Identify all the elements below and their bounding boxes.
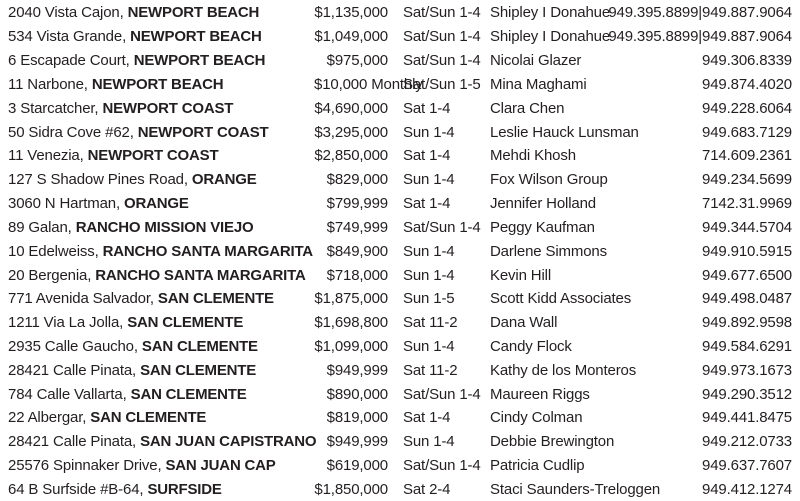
listing-street: 2040 Vista Cajon, xyxy=(8,4,124,22)
listing-street: 534 Vista Grande, xyxy=(8,28,127,46)
listing-city: SURFSIDE xyxy=(147,480,222,498)
listing-agent: Clara Chen xyxy=(490,99,565,117)
listing-agent: Peggy Kaufman xyxy=(490,218,595,236)
listing-address xyxy=(8,481,314,498)
listing-open-house-time: Sun 1-4 xyxy=(403,242,455,260)
listing-phone: 949.234.5699 xyxy=(702,171,792,189)
listing-row xyxy=(8,358,792,382)
listing-address xyxy=(8,219,314,236)
listing-open-house-time: Sun 1-4 xyxy=(403,266,455,284)
listing-address xyxy=(8,409,314,426)
listing-city: NEWPORT BEACH xyxy=(127,4,260,22)
listing-city: NEWPORT COAST xyxy=(87,147,219,165)
listing-city: ORANGE xyxy=(191,171,257,189)
listing-row xyxy=(8,430,792,454)
listing-phone: 949.498.0487 xyxy=(702,290,792,308)
listing-city: SAN CLEMENTE xyxy=(90,409,207,427)
listing-price: $718,000 xyxy=(326,266,388,284)
listing-city: RANCHO SANTA MARGARITA xyxy=(102,242,313,260)
listing-phone: 949.973.1673 xyxy=(702,361,792,379)
listing-agent: Mehdi Khosh xyxy=(490,147,576,165)
listing-street: 3 Starcatcher, xyxy=(8,99,99,117)
listing-open-house-time: Sat/Sun 1-4 xyxy=(403,52,481,70)
listing-price: $1,049,000 xyxy=(314,28,388,46)
listing-agent: Jennifer Holland xyxy=(490,195,596,213)
listing-price: $849,900 xyxy=(326,242,388,260)
listing-address xyxy=(8,195,314,212)
listing-phone: 949.441.8475 xyxy=(702,409,792,427)
listing-price: $949,999 xyxy=(326,361,388,379)
listing-price: $975,000 xyxy=(326,52,388,70)
listing-phone: 949.910.5915 xyxy=(702,242,792,260)
listing-address xyxy=(8,457,314,474)
listing-city: SAN CLEMENTE xyxy=(157,290,274,308)
listing-agent: Shipley I Donahue xyxy=(490,28,611,46)
listing-phone: 949.677.6500 xyxy=(702,266,792,284)
listing-price: $1,135,000 xyxy=(314,4,388,22)
listing-row xyxy=(8,49,792,73)
listing-street: 22 Albergar, xyxy=(8,409,87,427)
listing-address xyxy=(8,124,314,141)
listing-open-house-time: Sat 1-4 xyxy=(403,409,451,427)
listing-agent: Cindy Colman xyxy=(490,409,583,427)
listing-agent: Scott Kidd Associates xyxy=(490,290,632,308)
listing-agent: Dana Wall xyxy=(490,314,558,332)
listing-agent: Kathy de los Monteros xyxy=(490,361,637,379)
listing-address xyxy=(8,362,314,379)
listing-open-house-time: Sat 1-4 xyxy=(403,195,451,213)
listing-address xyxy=(8,52,314,69)
listing-city: ORANGE xyxy=(124,195,189,213)
listing-city: SAN CLEMENTE xyxy=(141,338,258,355)
listing-city: RANCHO SANTA MARGARITA xyxy=(95,266,306,284)
open-house-listings xyxy=(8,1,792,501)
listing-open-house-time: Sun 1-5 xyxy=(403,290,455,308)
listing-open-house-time: Sun 1-4 xyxy=(403,123,455,141)
listing-price: $3,295,000 xyxy=(314,123,388,141)
listing-agent: Kevin Hill xyxy=(490,266,552,284)
listing-row xyxy=(8,72,792,96)
listing-agent: Shipley I Donahue xyxy=(490,4,611,22)
listing-open-house-time: Sat/Sun 1-4 xyxy=(403,385,481,403)
listing-city: RANCHO MISSION VIEJO xyxy=(75,218,254,236)
listing-agent: Candy Flock xyxy=(490,338,572,355)
listing-open-house-time: Sat 1-4 xyxy=(403,147,451,165)
listing-address xyxy=(8,433,317,451)
listing-row xyxy=(8,382,792,406)
listing-street: 64 B Surfside #B-64, xyxy=(8,480,144,498)
listing-price: $1,698,800 xyxy=(314,314,388,332)
listing-address xyxy=(8,386,314,403)
listing-phone: 949.412.1274 xyxy=(702,480,792,498)
listing-phone: 949.228.6064 xyxy=(702,99,792,117)
listing-street: 2935 Calle Gaucho, xyxy=(8,338,138,355)
listing-street: 50 Sidra Cove #62, xyxy=(8,123,134,141)
listing-street: 28421 Calle Pinata, xyxy=(8,361,137,379)
listing-phone: 714.609.2361 xyxy=(702,147,792,165)
listing-row xyxy=(8,478,792,501)
listing-address xyxy=(8,147,314,164)
listing-phone: 949.874.4020 xyxy=(702,75,792,93)
listing-address xyxy=(8,243,314,260)
listing-address xyxy=(8,76,314,93)
listing-city: SAN CLEMENTE xyxy=(140,361,257,379)
listing-address xyxy=(8,338,314,355)
listing-city: SAN JUAN CAP xyxy=(165,457,276,475)
listing-street: 784 Calle Vallarta, xyxy=(8,385,127,403)
listing-street: 11 Narbone, xyxy=(8,75,88,93)
listing-phone: 949.637.7607 xyxy=(702,457,792,475)
listing-row xyxy=(8,406,792,430)
listing-address xyxy=(8,290,314,307)
listing-price: $619,000 xyxy=(326,457,388,475)
listing-price: $1,875,000 xyxy=(314,290,388,308)
listing-open-house-time: Sat/Sun 1-4 xyxy=(403,4,481,22)
listing-street: 11 Venezia, xyxy=(8,147,84,165)
listing-row xyxy=(8,215,792,239)
listing-city: SAN CLEMENTE xyxy=(130,385,247,403)
listing-agent: Patricia Cudlip xyxy=(490,457,585,475)
listing-street: 25576 Spinnaker Drive, xyxy=(8,457,162,475)
listing-street: 89 Galan, xyxy=(8,218,72,236)
listing-price: $1,850,000 xyxy=(314,480,388,498)
listing-open-house-time: Sat 11-2 xyxy=(403,361,458,379)
listing-row xyxy=(8,96,792,120)
listing-price: $10,000 Monthly xyxy=(314,75,423,93)
listing-city: NEWPORT BEACH xyxy=(130,28,262,46)
listing-address xyxy=(8,28,314,45)
listing-street: 771 Avenida Salvador, xyxy=(8,290,154,308)
listing-price: $749,999 xyxy=(326,218,388,236)
listing-agent: Nicolai Glazer xyxy=(490,52,582,70)
listing-row xyxy=(8,1,792,25)
listing-agent: Staci Saunders-Treloggen xyxy=(490,480,661,498)
listing-agent: Leslie Hauck Lunsman xyxy=(490,123,639,141)
listing-city: NEWPORT COAST xyxy=(137,123,269,141)
listing-price: $1,099,000 xyxy=(314,338,388,355)
listing-open-house-time: Sun 1-4 xyxy=(403,433,455,451)
listing-street: 3060 N Hartman, xyxy=(8,195,120,213)
listing-address xyxy=(8,100,314,117)
listing-city: SAN JUAN CAPISTRANO xyxy=(140,433,317,451)
listing-phone: 949.395.8899|949.887.9064 xyxy=(608,28,792,46)
listing-open-house-time: Sun 1-4 xyxy=(403,171,455,189)
listing-phone: 949.584.6291 xyxy=(702,338,792,355)
listing-row xyxy=(8,287,792,311)
listing-row xyxy=(8,192,792,216)
listing-agent: Darlene Simmons xyxy=(490,242,607,260)
listing-row xyxy=(8,335,792,359)
listing-address xyxy=(8,314,314,331)
listing-address xyxy=(8,267,314,284)
listing-street: 6 Escapade Court, xyxy=(8,52,130,70)
listing-open-house-time: Sat 2-4 xyxy=(403,480,451,498)
listing-address xyxy=(8,171,314,188)
listing-street: 10 Edelweiss, xyxy=(8,242,99,260)
listing-row xyxy=(8,168,792,192)
listing-phone: 949.344.5704 xyxy=(702,218,792,236)
listing-street: 1211 Via La Jolla, xyxy=(8,314,124,332)
listing-city: SAN CLEMENTE xyxy=(127,314,244,332)
listing-street: 20 Bergenia, xyxy=(8,266,92,284)
listing-city: NEWPORT BEACH xyxy=(91,75,224,93)
listing-agent: Maureen Riggs xyxy=(490,385,590,403)
listing-phone: 949.306.8339 xyxy=(702,52,792,70)
listing-row xyxy=(8,25,792,49)
listing-row xyxy=(8,144,792,168)
listing-street: 127 S Shadow Pines Road, xyxy=(8,171,188,189)
listing-row xyxy=(8,120,792,144)
listing-city: NEWPORT COAST xyxy=(102,99,234,117)
listing-row xyxy=(8,263,792,287)
listing-price: $949,999 xyxy=(326,433,388,451)
listing-open-house-time: Sat 11-2 xyxy=(403,314,458,332)
listing-open-house-time: Sat 1-4 xyxy=(403,99,451,117)
listing-agent: Debbie Brewington xyxy=(490,433,615,451)
listing-phone: 949.212.0733 xyxy=(702,433,792,451)
listing-city: NEWPORT BEACH xyxy=(133,52,266,70)
listing-open-house-time: Sat/Sun 1-4 xyxy=(403,218,481,236)
listing-price: $819,000 xyxy=(326,409,388,427)
listing-open-house-time: Sun 1-4 xyxy=(403,338,455,355)
listing-address xyxy=(8,4,314,21)
listing-agent: Mina Maghami xyxy=(490,75,587,93)
listing-phone: 949.395.8899|949.887.9064 xyxy=(608,4,792,22)
listing-price: $2,850,000 xyxy=(314,147,388,165)
listing-price: $799,999 xyxy=(326,195,388,213)
listing-street: 28421 Calle Pinata, xyxy=(8,433,137,451)
listing-open-house-time: Sat/Sun 1-4 xyxy=(403,457,481,475)
listing-price: $890,000 xyxy=(326,385,388,403)
listing-phone: 7142.31.9969 xyxy=(702,195,792,213)
listing-phone: 949.290.3512 xyxy=(702,385,792,403)
listing-row xyxy=(8,454,792,478)
listing-row xyxy=(8,239,792,263)
listing-phone: 949.683.7129 xyxy=(702,123,792,141)
listing-price: $829,000 xyxy=(326,171,388,189)
listing-row xyxy=(8,311,792,335)
listing-agent: Fox Wilson Group xyxy=(490,171,608,189)
listing-open-house-time: Sat/Sun 1-4 xyxy=(403,28,481,46)
listing-open-house-time: Sat/Sun 1-5 xyxy=(403,75,481,93)
listing-price: $4,690,000 xyxy=(314,99,388,117)
listing-phone: 949.892.9598 xyxy=(702,314,792,332)
